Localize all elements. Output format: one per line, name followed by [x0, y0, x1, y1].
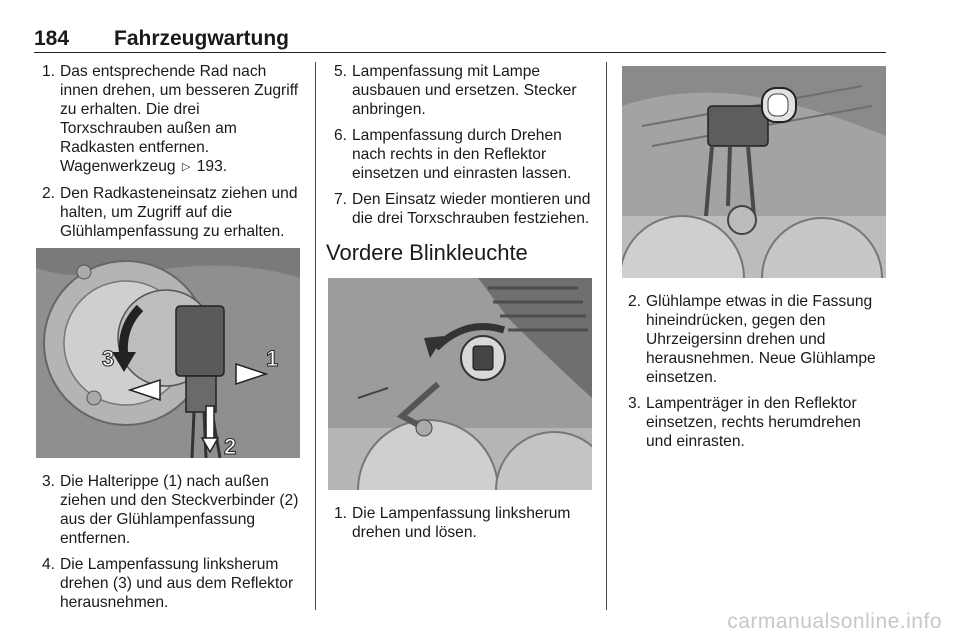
section-heading: Vordere Blinkleuchte	[326, 240, 528, 265]
step-text: Lampenträger in den Reflektor einsetzen, rechts herumdrehen und einrasten.	[646, 395, 861, 450]
step-text: Lampenfassung mit Lampe ausbauen und ersetzen. Stecker anbringen.	[352, 63, 577, 118]
instruction-step: 1. Das entsprechende Rad nach innen drehen, um besseren Zugriff zu erhalten. Die drei Torxschrauben außen am Radkasten entfernen. Wagenwerkzeug ▷ 193.	[42, 63, 299, 175]
step-text: Die Lampenfassung linksherum drehen (3) und aus dem Reflektor herausnehmen.	[60, 556, 294, 611]
column-divider	[606, 62, 607, 610]
figure-illustration	[622, 66, 886, 278]
page-number: 184	[34, 27, 70, 50]
step-text: Glühlampe etwas in die Fassung hineindrücken, gegen den Uhrzeigersinn drehen und herausnehmen. Neue Glühlampe einsetzen.	[646, 293, 876, 386]
instruction-step: 3. Lampenträger in den Reflektor einsetzen, rechts herumdrehen und einrasten.	[628, 395, 861, 450]
figure-callout: 2	[224, 434, 237, 458]
instruction-step: 2. Glühlampe etwas in die Fassung hineindrücken, gegen den Uhrzeigersinn drehen und herausnehmen. Neue Glühlampe einsetzen.	[628, 293, 876, 386]
step-text: Das entsprechende Rad nach innen drehen, um besseren Zugriff zu erhalten. Die drei Torxschrauben außen am Radkasten entfernen. Wagenwerkzeug	[60, 63, 299, 175]
step-text: Den Radkasteneinsatz ziehen und halten, um Zugriff auf die Glühlampenfassung zu erhalten.	[60, 185, 298, 240]
instruction-step: 2. Den Radkasteneinsatz ziehen und halten, um Zugriff auf die Glühlampenfassung zu erhalten.	[42, 185, 298, 240]
figure-callout: 1	[266, 346, 279, 371]
figure-illustration	[36, 248, 300, 458]
turn-signal-bulb-figure	[622, 66, 886, 278]
figure-illustration	[328, 278, 592, 490]
instruction-step: 7. Den Einsatz wieder montieren und die drei Torxschrauben festziehen.	[334, 191, 591, 227]
chapter-title: Fahrzeugwartung	[114, 27, 290, 50]
instruction-list	[328, 62, 592, 228]
instruction-list	[622, 292, 888, 451]
figure-callout: 3	[102, 346, 115, 371]
page-reference: 193.	[196, 158, 228, 175]
instruction-step: 4. Die Lampenfassung linksherum drehen (3) und aus dem Reflektor herausnehmen.	[42, 556, 294, 611]
turn-signal-socket-figure	[328, 278, 592, 490]
instruction-step: 6. Lampenfassung durch Drehen nach rechts in den Reflektor einsetzen und einrasten lassen.	[334, 127, 572, 182]
column-2	[328, 62, 592, 549]
step-text: Die Lampenfassung linksherum drehen und lösen.	[352, 505, 571, 541]
step-text: Den Einsatz wieder montieren und die drei Torxschrauben festziehen.	[352, 191, 591, 227]
column-1	[36, 62, 300, 619]
instruction-step: 1. Die Lampenfassung linksherum drehen und lösen.	[334, 505, 571, 541]
page-header	[34, 28, 886, 53]
column-3	[622, 62, 888, 458]
watermark: carmanualsonline.info	[727, 610, 942, 633]
step-text: Die Halterippe (1) nach außen ziehen und den Steckverbinder (2) aus der Glühlampenfassung entfernen.	[60, 473, 299, 547]
headlamp-bulb-socket-figure	[36, 248, 300, 458]
instruction-list	[36, 62, 300, 241]
column-divider	[315, 62, 316, 610]
page-reference-triangle-icon: ▷	[181, 161, 191, 173]
instruction-list	[36, 472, 300, 612]
step-text: Lampenfassung durch Drehen nach rechts in den Reflektor einsetzen und einrasten lassen.	[352, 127, 572, 182]
instruction-step: 5. Lampenfassung mit Lampe ausbauen und ersetzen. Stecker anbringen.	[334, 63, 577, 118]
instruction-list	[328, 504, 592, 542]
instruction-step: 3. Die Halterippe (1) nach außen ziehen und den Steckverbinder (2) aus der Glühlampenfassung entfernen.	[42, 473, 299, 547]
